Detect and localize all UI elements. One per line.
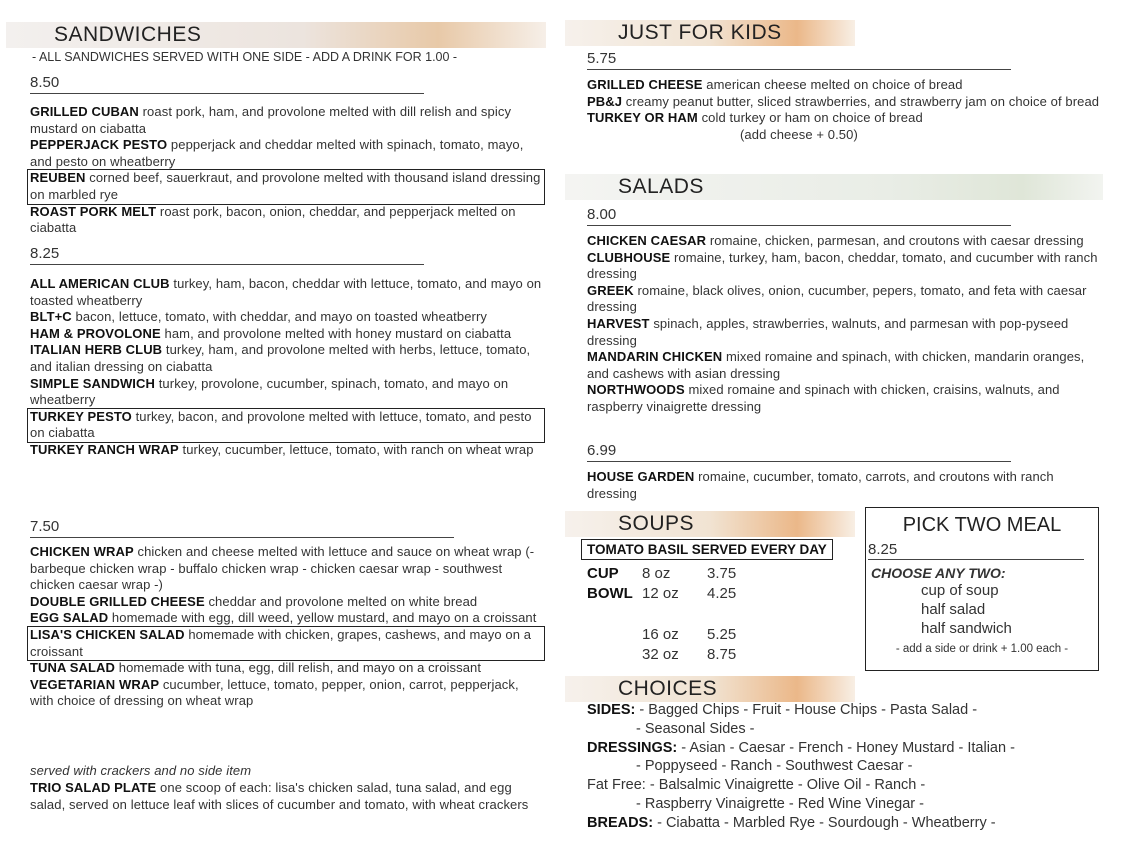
menu-item: ITALIAN HERB CLUB turkey, ham, and provolone melted with herbs, lettuce, tomato, and italian dressing on ciabatta xyxy=(30,342,531,374)
menu-item: GREEK romaine, black olives, onion, cucumber, pepers, tomato, and feta with caesar dressing xyxy=(587,282,1087,315)
soup-row: 16 oz 5.25 xyxy=(642,626,737,643)
sandwiches-header xyxy=(6,22,546,48)
pick-two-title: PICK TWO MEAL xyxy=(902,514,1062,536)
menu-item: CHICKEN WRAP chicken and cheese melted with lettuce and sauce on wheat wrap (- barbeque chicken wrap - buffalo chicken wrap - chicken caesar wrap - southwest chicken caesar wrap -) xyxy=(30,544,535,593)
kids-title: JUST FOR KIDS xyxy=(618,21,782,44)
soups-title: SOUPS xyxy=(618,512,695,535)
menu-item: VEGETARIAN WRAP cucumber, lettuce, tomato, pepper, onion, carrot, pepperjack, with choice of dressing on wheat wrap xyxy=(30,676,519,709)
choices-header xyxy=(565,676,855,702)
menu-item: SIMPLE SANDWICH turkey, provolone, cucumber, spinach, tomato, and mayo on wheatberry xyxy=(30,375,509,408)
pick-two-option: half salad xyxy=(921,601,986,618)
menu-item: TRIO SALAD PLATE one scoop of each: lisa's chicken salad, tuna salad, and egg salad, served on lettuce leaf with slices of cucumber and tomato, with wheat crackers xyxy=(30,780,529,812)
menu-item: EGG SALAD homemade with egg, dill weed, yellow mustard, and mayo on a croissant xyxy=(30,610,537,626)
menu-item: PEPPERJACK PESTO pepperjack and cheddar melted with spinach, tomato, mayo, and pesto on wheatberry xyxy=(30,137,524,169)
choices-fatfree-cont: - Raspberry Vinaigrette - Red Wine Vinegar - xyxy=(636,795,924,812)
menu-item: NORTHWOODS mixed romaine and spinach with chicken, craisins, walnuts, and raspberry vinaigrette dressing xyxy=(587,382,1060,414)
menu-group xyxy=(587,77,1100,143)
salads-title: SALADS xyxy=(618,175,704,198)
menu-item: GRILLED CUBAN roast pork, ham, and provolone melted with dill relish and spicy mustard on ciabatta xyxy=(30,104,512,136)
menu-item: HAM & PROVOLONE ham, and provolone melted with honey mustard on ciabatta xyxy=(30,325,512,341)
menu-item: GRILLED CHEESE american cheese melted on choice of bread xyxy=(587,77,963,92)
menu-item: ROAST PORK MELT roast pork, bacon, onion, cheddar, and pepperjack melted on ciabatta xyxy=(30,203,516,236)
kids-header xyxy=(565,20,855,46)
price-heading: 7.50 xyxy=(30,518,454,538)
choices-dressings: DRESSINGS: - Asian - Caesar - French - Honey Mustard - Italian - xyxy=(587,739,1015,756)
choices-title: CHOICES xyxy=(618,677,718,700)
pick-two-box xyxy=(865,507,1099,671)
choices-breads: BREADS: - Ciabatta - Marbled Rye - Sourdough - Wheatberry - xyxy=(587,814,996,831)
menu-item: PB&J creamy peanut butter, sliced strawberries, and strawberry jam on choice of bread xyxy=(587,93,1100,109)
menu-group xyxy=(30,544,544,710)
menu-item: MANDARIN CHICKEN mixed romaine and spinach, with chicken, mandarin oranges, and cashews with asian dressing xyxy=(587,349,1085,381)
price-heading: 6.99 xyxy=(587,442,1011,462)
menu-item: CHICKEN CAESAR romaine, chicken, parmesan, and croutons with caesar dressing xyxy=(587,233,1084,248)
soup-special: TOMATO BASIL SERVED EVERY DAY xyxy=(581,539,833,560)
menu-item: TURKEY OR HAM cold turkey or ham on choice of bread xyxy=(587,110,923,126)
menu-item-highlighted: TURKEY PESTO turkey, bacon, and provolone melted with lettuce, tomato, and pesto on ciabatta xyxy=(28,409,544,442)
sandwiches-title: SANDWICHES xyxy=(54,23,202,46)
price-heading: 8.25 xyxy=(30,245,424,265)
menu-item: CLUBHOUSE romaine, turkey, ham, bacon, cheddar, tomato, and cucumber with ranch dressing xyxy=(587,249,1098,282)
sandwiches-note: - ALL SANDWICHES SERVED WITH ONE SIDE - ADD A DRINK FOR 1.00 - xyxy=(32,50,458,64)
menu-item: HOUSE GARDEN romaine, cucumber, tomato, carrots, and croutons with ranch dressing xyxy=(587,469,1054,501)
cheese-note: (add cheese + 0.50) xyxy=(740,126,858,142)
salads-header xyxy=(565,174,1103,200)
soup-row: 32 oz 8.75 xyxy=(642,646,737,663)
menu-item: DOUBLE GRILLED CHEESE cheddar and provolone melted on white bread xyxy=(30,593,478,609)
choices-sides: SIDES: - Bagged Chips - Fruit - House Chips - Pasta Salad - xyxy=(587,702,978,718)
choices-list xyxy=(587,701,1100,833)
menu-item-highlighted: LISA'S CHICKEN SALAD homemade with chicken, grapes, cashews, and mayo on a croissant xyxy=(28,627,544,660)
price-heading: 8.00 xyxy=(587,206,1011,226)
choices-sides-cont: - Seasonal Sides - xyxy=(636,720,755,737)
choices-dressings-cont: - Poppyseed - Ranch - Southwest Caesar - xyxy=(636,758,913,775)
menu-group xyxy=(30,276,544,459)
menu-item: TUNA SALAD homemade with tuna, egg, dill relish, and mayo on a croissant xyxy=(30,660,482,676)
menu-item: ALL AMERICAN CLUB turkey, ham, bacon, cheddar with lettuce, tomato, and mayo on toasted wheatberry xyxy=(30,276,542,308)
menu-group xyxy=(587,233,1100,416)
pick-two-note: - add a side or drink + 1.00 each - xyxy=(895,643,1069,655)
price-heading: 5.75 xyxy=(587,50,1011,70)
price-heading: 8.50 xyxy=(30,74,424,94)
menu-item: BLT+C bacon, lettuce, tomato, with cheddar, and mayo on toasted wheatberry xyxy=(30,309,488,325)
menu-group xyxy=(30,104,544,237)
trio-note: served with crackers and no side item xyxy=(30,763,252,778)
soup-table xyxy=(587,565,736,666)
soups-header xyxy=(565,511,855,537)
soup-row: CUP 8 oz 3.75 xyxy=(587,565,737,582)
soup-row: BOWL 12 oz 4.25 xyxy=(587,585,737,602)
pick-two-choose: CHOOSE ANY TWO: xyxy=(871,565,1006,581)
menu-item: TURKEY RANCH WRAP turkey, cucumber, lettuce, tomato, with ranch on wheat wrap xyxy=(30,441,534,457)
menu-group xyxy=(587,469,1100,502)
choices-fatfree: Fat Free: - Balsalmic Vinaigrette - Olive Oil - Ranch - xyxy=(587,777,926,794)
menu-item-highlighted: REUBEN corned beef, sauerkraut, and provolone melted with thousand island dressing on marbled rye xyxy=(28,170,544,203)
pick-two-option: half sandwich xyxy=(921,620,1012,637)
pick-two-option: cup of soup xyxy=(921,582,999,599)
menu-item: HARVEST spinach, apples, strawberries, walnuts, and parmesan with pop-pyseed dressing xyxy=(587,315,1069,348)
pick-two-price: 8.25 xyxy=(868,541,1084,560)
